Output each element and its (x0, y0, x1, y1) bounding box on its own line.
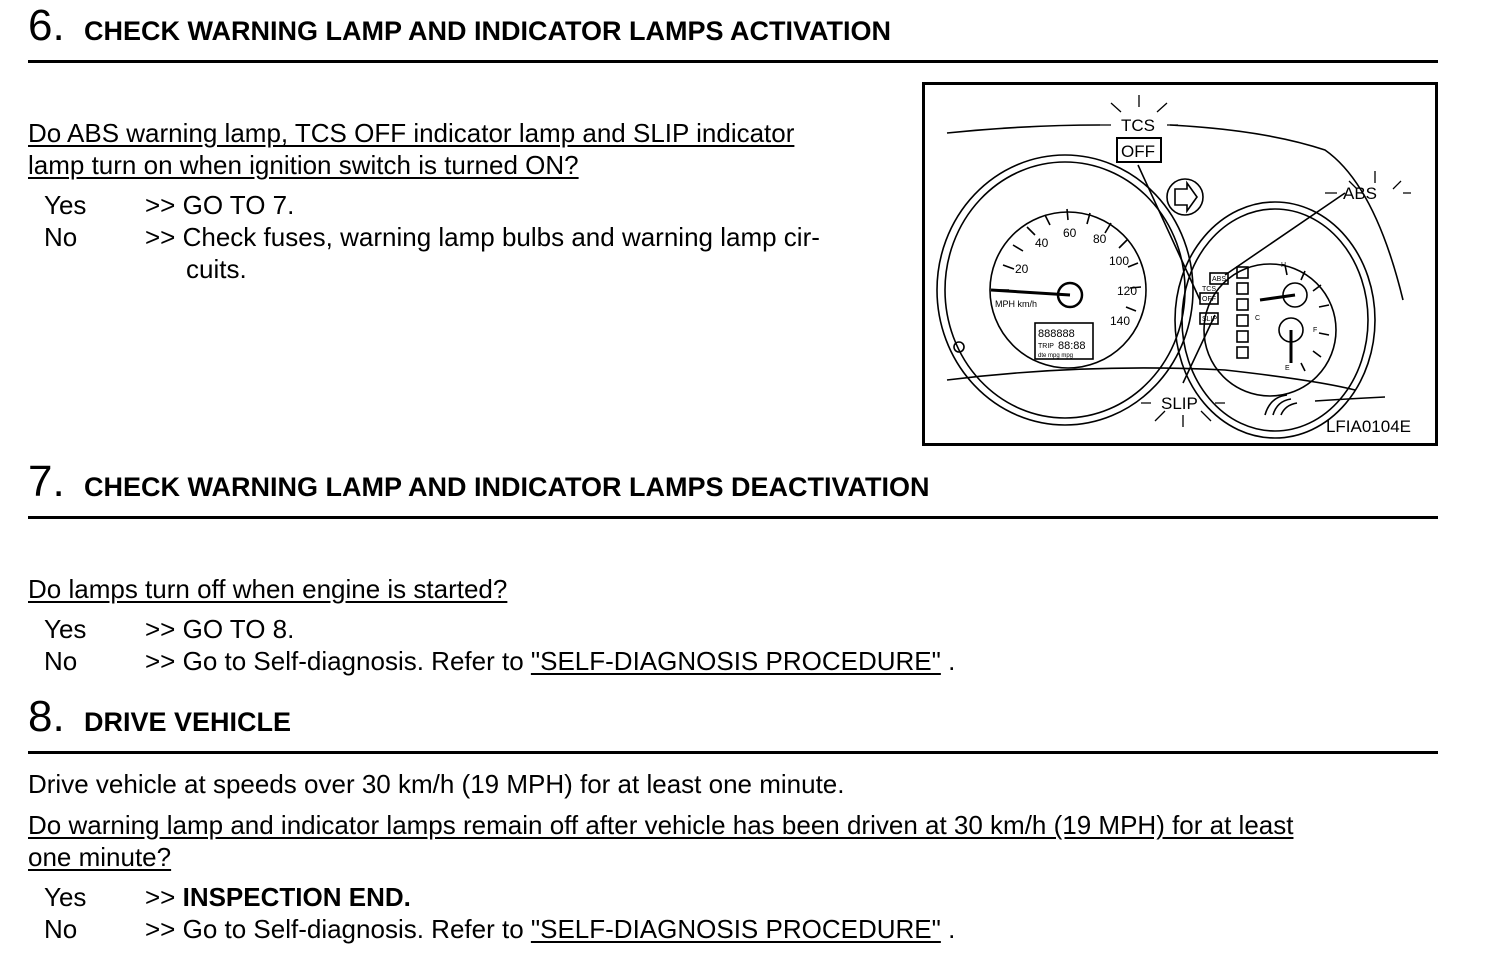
small-slip-lamp: SLIP (1202, 316, 1218, 323)
divider (28, 751, 1438, 754)
gauge-f: F (1313, 327, 1318, 334)
yes-action: >> GO TO 7. (145, 190, 295, 220)
step-8-question-line-2: one minute? (28, 842, 172, 872)
speedo-120: 120 (1117, 284, 1138, 298)
slip-label: SLIP (1161, 394, 1198, 413)
step-7-question: Do lamps turn off when engine is started? (28, 574, 508, 604)
instrument-cluster-figure (922, 82, 1438, 446)
no-action-tail: . (948, 646, 956, 676)
no-action-text: >> Go to Self-diagnosis. Refer to (145, 646, 531, 676)
no-action-tail: . (948, 914, 956, 944)
no-label: No (44, 646, 78, 676)
step-6-question-line-2: lamp turn on when ignition switch is turned ON? (28, 150, 579, 180)
odometer-units: dte mpg mpg (1038, 353, 1074, 359)
yes-action: >> GO TO 8. (145, 614, 295, 644)
step-6-question-line-1: Do ABS warning lamp, TCS OFF indicator lamp and SLIP indicator (28, 118, 795, 148)
abs-label: ABS (1343, 184, 1378, 203)
step-number: 7. (28, 457, 65, 506)
trip-label: TRIP (1038, 343, 1054, 350)
figure-id: LFIA0104E (1325, 417, 1411, 436)
yes-label: Yes (44, 190, 87, 220)
step-8-question-line-1: Do warning lamp and indicator lamps remain off after vehicle has been driven at 30 km/h (19 MPH) for at least (28, 810, 1294, 840)
small-abs-lamp: ABS (1212, 276, 1227, 283)
step-title: CHECK WARNING LAMP AND INDICATOR LAMPS ACTIVATION (84, 16, 891, 46)
yes-label: Yes (44, 882, 87, 912)
step-number: 6. (28, 1, 65, 50)
gauge-e: E (1285, 365, 1290, 372)
yes-action (145, 881, 411, 913)
inspection-end: INSPECTION END. (182, 882, 411, 912)
no-action-line-1: >> Check fuses, warning lamp bulbs and warning lamp cir- (145, 222, 820, 252)
no-action (145, 645, 955, 677)
no-action (145, 913, 955, 945)
step-8-header (28, 692, 1438, 757)
small-off-lamp: OFF (1202, 296, 1216, 303)
instrument-cluster-drawing (925, 85, 1435, 443)
divider (28, 60, 1438, 63)
step-title: CHECK WARNING LAMP AND INDICATOR LAMPS DEACTIVATION (84, 472, 930, 502)
no-label: No (44, 222, 78, 252)
gauge-labels (1202, 262, 1317, 372)
speedo-20: 20 (1015, 262, 1029, 276)
odometer-digits: 888888 (1038, 328, 1075, 340)
step-title: DRIVE VEHICLE (84, 707, 292, 737)
speedo-unit: MPH km/h (995, 299, 1038, 309)
yes-prefix: >> (145, 882, 183, 912)
step-7-header (28, 457, 1438, 522)
step-6-header (28, 1, 1438, 66)
speedo-140: 140 (1110, 314, 1131, 328)
no-action-text: >> Go to Self-diagnosis. Refer to (145, 914, 531, 944)
speedo-80: 80 (1093, 232, 1107, 246)
off-label: OFF (1121, 142, 1155, 161)
small-tcs-lamp: TCS (1202, 286, 1216, 293)
gauge-h: H (1281, 262, 1287, 269)
trip-digits: 88:88 (1058, 340, 1086, 352)
speedo-60: 60 (1063, 226, 1077, 240)
self-diagnosis-link[interactable]: "SELF-DIAGNOSIS PROCEDURE" (530, 646, 941, 676)
no-label: No (44, 914, 78, 944)
divider (28, 516, 1438, 519)
speedo-100: 100 (1109, 254, 1130, 268)
tcs-label: TCS (1121, 116, 1155, 135)
step-8-instruction: Drive vehicle at speeds over 30 km/h (19 MPH) for at least one minute. (28, 769, 845, 799)
yes-label: Yes (44, 614, 87, 644)
gauge-c: C (1255, 315, 1261, 322)
step-number: 8. (28, 692, 65, 741)
no-action-line-2: cuits. (186, 254, 247, 284)
self-diagnosis-link[interactable]: "SELF-DIAGNOSIS PROCEDURE" (530, 914, 941, 944)
speedo-40: 40 (1035, 236, 1049, 250)
